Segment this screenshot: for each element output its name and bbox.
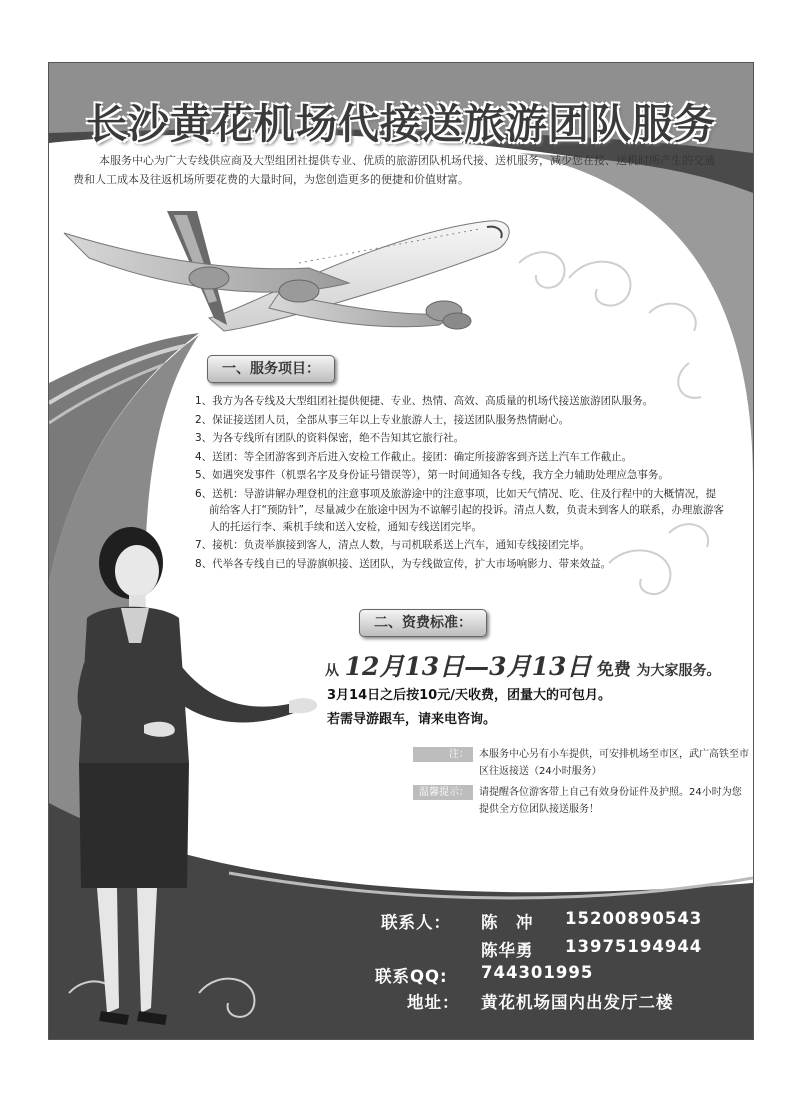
contact-name: 陈华勇 [481,941,534,960]
services-heading: 一、服务项目： [207,355,335,383]
page-title: 长沙黄花机场代接送旅游团队服务 [86,100,716,148]
guide-line: 若需导游跟车，请来电咨询。 [327,712,497,727]
qq-number: 744301995 [481,963,594,982]
contact-name: 陈 冲 [481,913,534,932]
list-item: 4、送团：等全团游客到齐后进入安检工作截止。接团：确定所接游客到齐送上汽车工作截止。 [195,450,633,463]
tip-label: 温馨提示： [413,785,473,800]
note-text: 本服务中心另有小车提供，可安排机场至市区，武广高铁至市区往返接送（24小时服务） [479,749,749,777]
contact-phone: 15200890543 [565,909,703,928]
intro-paragraph: 本服务中心为广大专线供应商及大型组团社提供专业、优质的旅游团队机场代接、送机服务，减少您在接、送机时所产生的交通费和人工成本及往返机场所要花费的大量时间，为您创造更多的便捷和价值财富。 [73,154,715,186]
contact-phone: 13975194944 [565,937,703,956]
list-item: 1、我方为各专线及大型组团社提供便捷、专业、热情、高效、高质量的机场代接送旅游团队服务。 [195,395,654,407]
contact-label: 联系人： [381,913,451,932]
tip-text: 请提醒各位游客带上自己有效身份证件及护照。24小时为您提供全方位团队接送服务！ [479,787,742,815]
note-label: 注： [413,747,473,762]
list-item: 2、保证接送团人员，全部从事三年以上专业旅游人士，接送团队服务热情耐心。 [195,413,570,426]
list-item: 3、为各专线所有团队的资料保密，绝不告知其它旅行社。 [195,432,465,444]
free-period: 12月13日—3月13日 [344,652,592,681]
free-period-line [325,647,754,683]
poster [48,62,754,1040]
qq-label: 联系QQ: [375,967,448,986]
free-word: 免费 [596,660,631,680]
fee-line: 3月14日之后按10元/天收费，团量大的可包月。 [327,688,611,703]
address-label: 地址： [407,993,460,1012]
list-item: 5、如遇突发事件（机票名字及身份证号错误等），第一时间通知各专线，我方全力辅助处理应急事务。 [195,469,669,481]
list-item: 6、送机：导游讲解办理登机的注意事项及旅游途中的注意事项，比如天气情况、吃、住及行程中的大概情况，提前给客人打“预防针”，尽量减少在旅途中因为不谅解引起的投诉。清点人数，负责未到客人的联系，办理旅游客人的托运行李、乘机手续和送入安检，通知专线送团完毕。 [195,487,724,533]
services-list [195,393,725,574]
free-suffix: 为大家服务。 [636,663,721,679]
list-item: 8、代举各专线自已的导游旗帜接、送团队，为专线做宣传，扩大市场响影力、带来效益。 [195,557,612,570]
address-text: 黄花机场国内出发厅二楼 [481,993,674,1012]
pricing-heading: 二、资费标准： [359,609,487,637]
list-item: 7、接机：负责举旗接到客人，清点人数，与司机联系送上汽车，通知专线接团完毕。 [195,539,591,551]
free-prefix: 从 [325,663,339,679]
